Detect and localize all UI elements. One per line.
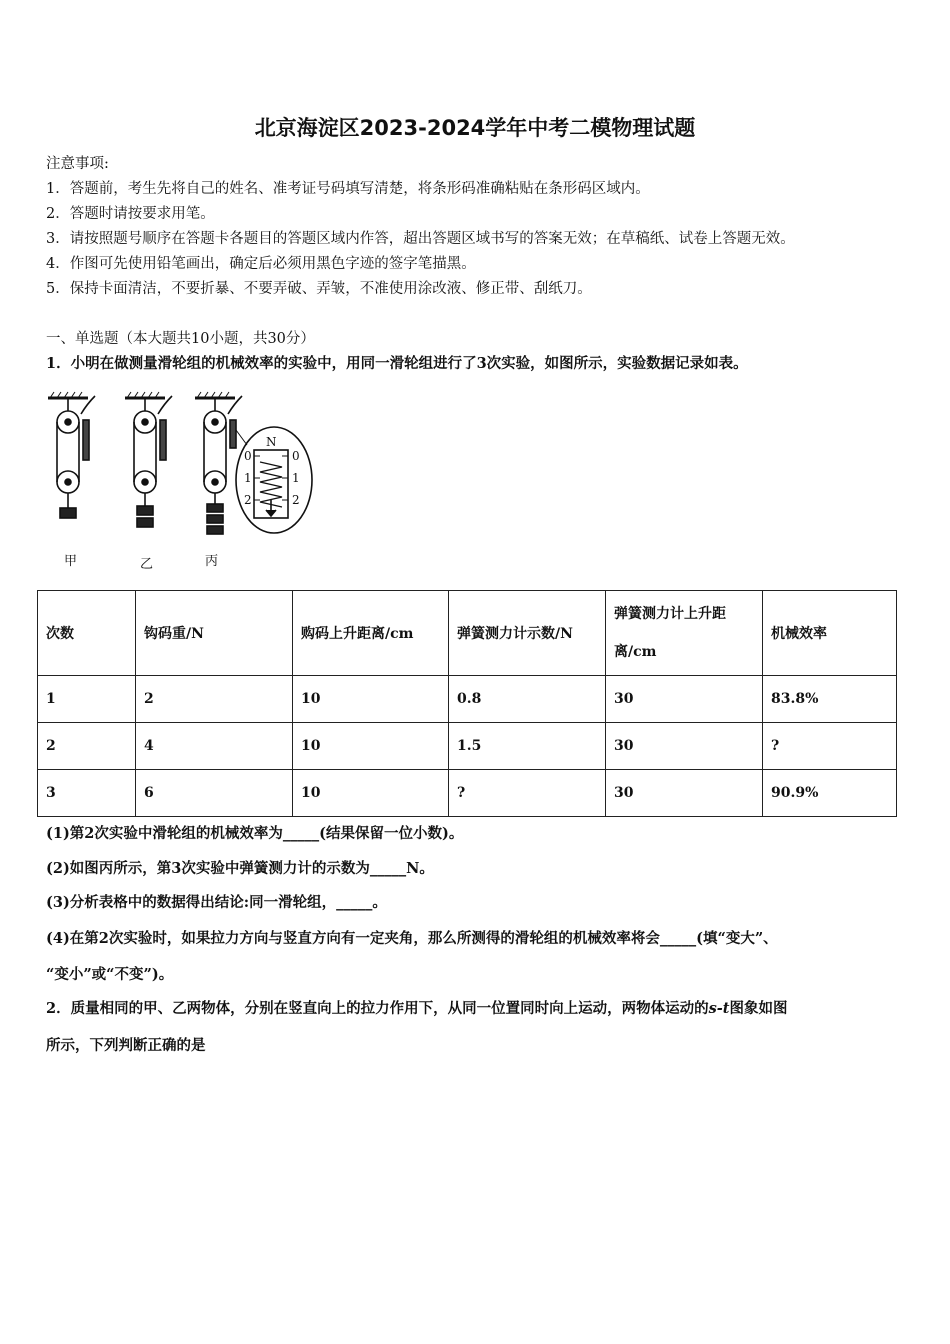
scale-right-0: 0 xyxy=(292,449,300,463)
scale-left-1: 1 xyxy=(244,471,252,485)
table-cell: 1.5 xyxy=(449,723,606,770)
experiment-data-table xyxy=(37,590,897,817)
table-cell: 4 xyxy=(136,723,293,770)
q2-line1-italic: s-t xyxy=(708,1000,730,1017)
figure-label-bing: 丙 xyxy=(205,554,219,569)
scale-left-0: 0 xyxy=(244,449,252,463)
subquestion-4-cont: “变小”或“不变”)。 xyxy=(46,966,174,983)
table-cell: 2 xyxy=(136,676,293,723)
figure-label-jia: 甲 xyxy=(64,554,78,569)
table-cell: 1 xyxy=(38,676,136,723)
notice-item-1: 1．答题前，考生先将自己的姓名、准考证号码填写清楚，将条形码准确粘贴在条形码区域内。 xyxy=(46,181,650,197)
pulley-figure xyxy=(40,390,330,575)
table-cell: 30 xyxy=(606,723,763,770)
table-cell: 2 xyxy=(38,723,136,770)
q2-line1-post: 图象如图 xyxy=(729,1000,788,1017)
table-cell: 10 xyxy=(293,723,449,770)
notice-item-3: 3．请按照题号顺序在答题卡各题目的答题区域内作答，超出答题区域书写的答案无效；在草稿纸、试卷上答题无效。 xyxy=(46,231,795,247)
scale-label-n: N xyxy=(266,435,277,449)
subquestion-4: (4)在第2次实验时，如果拉力方向与竖直方向有一定夹角，那么所测得的滑轮组的机械效率将会_____(填“变大”、 xyxy=(46,930,778,947)
header-scale-distance-line1: 弹簧测力计上升距 xyxy=(614,606,726,622)
subquestion-1: (1)第2次实验中滑轮组的机械效率为_____(结果保留一位小数)。 xyxy=(46,825,464,842)
subquestion-2: (2)如图丙所示，第3次实验中弹簧测力计的示数为_____N。 xyxy=(46,860,434,877)
notice-item-4: 4．作图可先使用铅笔画出，确定后必须用黑色字迹的签字笔描黑。 xyxy=(46,256,476,272)
table-cell: 0.8 xyxy=(449,676,606,723)
notice-item-5: 5．保持卡面清洁，不要折暴、不要弄破、弄皱，不准使用涂改液、修正带、刮纸刀。 xyxy=(46,281,592,297)
header-cell-weight: 钩码重/N xyxy=(136,591,293,676)
header-cell-trial: 次数 xyxy=(38,591,136,676)
question-1-stem: 1．小明在做测量滑轮组的机械效率的实验中，用同一滑轮组进行了3次实验，如图所示，实验数据记录如表。 xyxy=(46,355,748,372)
scale-right-2: 2 xyxy=(292,493,300,507)
pulley-setup-bing xyxy=(195,392,247,534)
table-row xyxy=(38,676,897,723)
subquestion-3: (3)分析表格中的数据得出结论:同一滑轮组，_____。 xyxy=(46,894,387,911)
table-cell: ? xyxy=(449,770,606,817)
question-2-stem-line2: 所示，下列判断正确的是 xyxy=(46,1037,206,1054)
pulley-setup-yi xyxy=(125,392,172,527)
figure-label-yi: 乙 xyxy=(140,557,154,572)
header-cell-efficiency: 机械效率 xyxy=(763,591,897,676)
scale-right-1: 1 xyxy=(292,471,300,485)
table-row xyxy=(38,770,897,817)
table-cell: 30 xyxy=(606,676,763,723)
table-cell: 6 xyxy=(136,770,293,817)
table-cell: ? xyxy=(763,723,897,770)
section-heading: 一、单选题（本大题共10小题，共30分） xyxy=(46,331,315,347)
table-cell: 10 xyxy=(293,770,449,817)
header-cell-scale-reading: 弹簧测力计示数/N xyxy=(449,591,606,676)
table-cell: 90.9% xyxy=(763,770,897,817)
notice-item-2: 2．答题时请按要求用笔。 xyxy=(46,206,215,222)
table-cell: 30 xyxy=(606,770,763,817)
notice-heading: 注意事项: xyxy=(46,156,109,172)
pulley-setup-jia xyxy=(48,392,95,518)
q2-line1-pre: 2．质量相同的甲、乙两物体，分别在竖直向上的拉力作用下，从同一位置同时向上运动，两物体运动的 xyxy=(46,1000,709,1017)
table-header-row xyxy=(38,591,897,676)
table-cell: 10 xyxy=(293,676,449,723)
header-scale-distance-line2: 离/cm xyxy=(614,644,657,660)
table-cell: 83.8% xyxy=(763,676,897,723)
header-cell-scale-distance xyxy=(606,591,763,676)
page-title: 北京海淀区2023-2024学年中考二模物理试题 xyxy=(254,116,696,140)
scale-left-2: 2 xyxy=(244,493,252,507)
table-cell: 3 xyxy=(38,770,136,817)
header-cell-lift-distance: 购码上升距离/cm xyxy=(293,591,449,676)
table-row xyxy=(38,723,897,770)
question-2-stem-line1 xyxy=(46,997,787,1018)
